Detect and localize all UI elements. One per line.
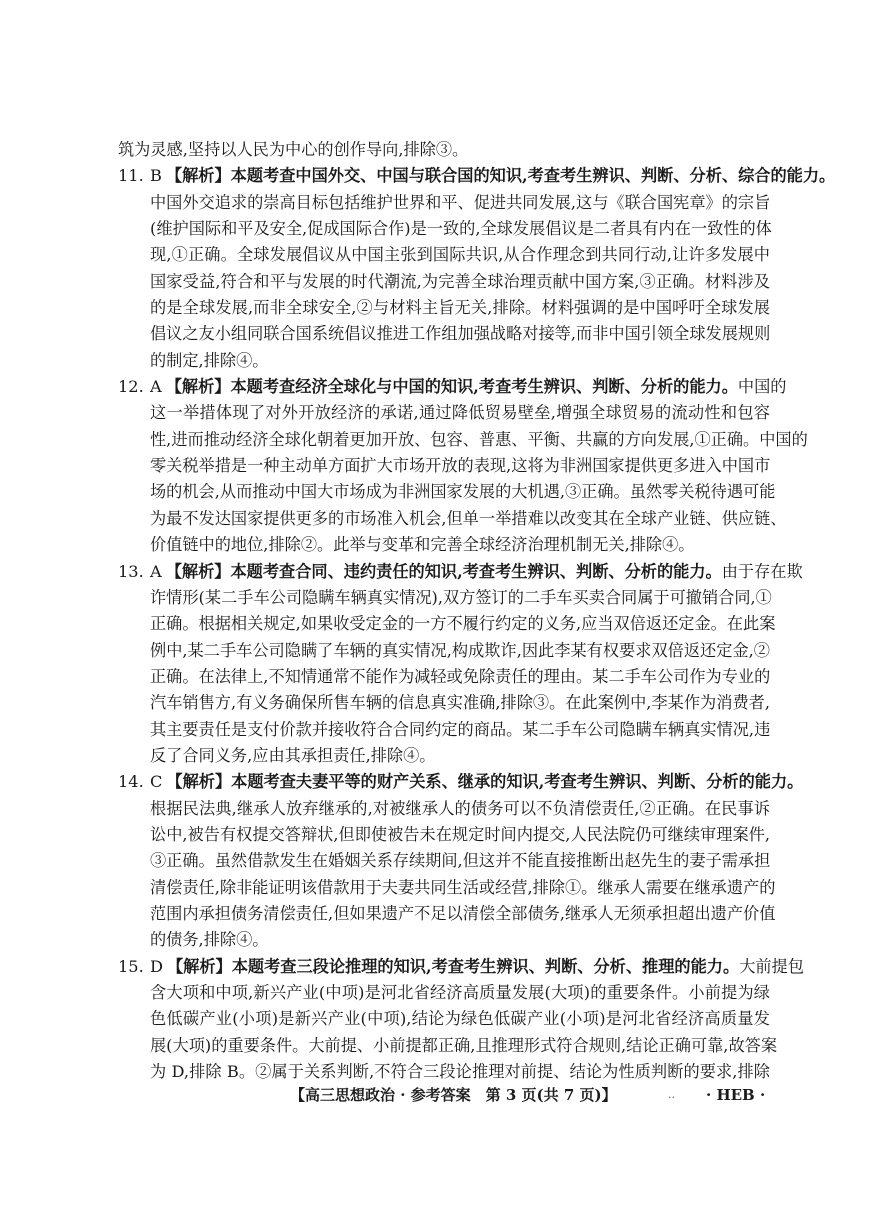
footer-page-info: 【高三思想政治 · 参考答案 第 3 页(共 7 页)】 xyxy=(290,1086,617,1104)
question-15-line: 为 D,排除 B。②属于关系判断,不符合三段论推理对前提、结论为性质判断的要求,排除 xyxy=(150,1062,770,1082)
question-13-header xyxy=(118,559,803,585)
question-15-header xyxy=(118,954,804,980)
question-11-line: (维护国际和平及安全,促成国际合作)是一致的,全球发展倡议是二者具有内在一致性的体 xyxy=(150,219,772,239)
question-15-line: 含大项和中项,新兴产业(中项)是河北省经济高质量发展(大项)的重要条件。小前提为绿 xyxy=(150,983,770,1002)
question-number: 13. xyxy=(118,561,144,581)
question-11-line: 中国外交追求的崇高目标包括维护世界和平、促进共同发展,这与《联合国宪章》的宗旨 xyxy=(150,192,771,212)
page-footer xyxy=(0,1083,870,1107)
question-intro-tail: 大前提包 xyxy=(739,956,804,976)
question-13-line: 例中,某二手车公司隐瞒了车辆的真实情况,构成欺诈,因此李某有权要求双倍返还定金,② xyxy=(150,640,770,660)
question-12-header xyxy=(118,374,787,400)
question-11-header xyxy=(118,163,836,189)
question-14-line: 根据民法典,继承人放弃继承的,对被继承人的债务可以不负清偿责任,②正确。在民事诉 xyxy=(150,798,770,818)
question-12-line: 这一举措体现了对外开放经济的承诺,通过降低贸易壁垒,增强全球贸易的流动性和包容 xyxy=(150,403,770,423)
answer-content xyxy=(118,137,836,1085)
question-13-line: 汽车销售方,有义务确保所售车辆的信息真实准确,排除③。在此案例中,李某作为消费者, xyxy=(150,693,770,713)
question-14-header xyxy=(118,769,804,795)
question-13-line: 反了合同义务,应由其承担责任,排除④。 xyxy=(150,745,436,765)
answer-letter: A xyxy=(150,561,162,581)
question-14-line: 的债务,排除④。 xyxy=(150,930,269,950)
question-intro: 本题考查经济全球化与中国的知识,考查考生辨识、判断、分析的能力。 xyxy=(230,377,738,397)
question-15-line: 色低碳产业(小项)是新兴产业(中项),结论为绿色低碳产业(小项)是河北省经济高质量发 xyxy=(150,1009,770,1029)
question-14-line: 清偿责任,除非能证明该借款用于夫妻共同生活或经营,排除①。继承人需要在继承遗产的 xyxy=(150,877,776,897)
question-14-line: 范围内承担债务清偿责任,但如果遗产不足以清偿全部债务,继承人无须承担超出遗产价值 xyxy=(150,903,776,923)
footer-code: · HEB · xyxy=(706,1086,766,1104)
analysis-tag: 【解析】 xyxy=(166,956,232,976)
question-11-line: 的制定,排除④。 xyxy=(150,350,269,370)
answer-letter: B xyxy=(150,166,162,186)
question-11-line: 现,①正确。全球发展倡议从中国主张到国际共识,从合作理念到共同行动,让许多发展中 xyxy=(150,245,770,265)
question-13-line: 正确。根据相关规定,如果收受定金的一方不履行约定的义务,应当双倍返还定金。在此案 xyxy=(150,614,776,634)
analysis-tag: 【解析】 xyxy=(166,772,232,792)
question-intro-tail: 由于存在欺 xyxy=(721,561,803,581)
question-13-line: 其主要责任是支付价款并接收符合合同约定的商品。某二手车公司隐瞒车辆真实情况,违 xyxy=(150,719,771,739)
question-13-line: 正确。在法律上,不知情通常不能作为减轻或免除责任的理由。某二手车公司作为专业的 xyxy=(150,666,771,686)
question-number: 11. xyxy=(118,166,144,186)
answer-letter: C xyxy=(150,772,163,792)
question-11-line: 国家受益,符合和平与发展的时代潮流,为完善全球治理贡献中国方案,③正确。材料涉及 xyxy=(150,271,770,291)
question-12-line: 性,进而推动经济全球化朝着更加开放、包容、普惠、平衡、共赢的方向发展,①正确。中国的 xyxy=(150,429,808,449)
analysis-tag: 【解析】 xyxy=(165,166,231,186)
question-number: 15. xyxy=(118,956,144,976)
question-11-line: 的是全球发展,而非全球安全,②与材料主旨无关,排除。材料强调的是中国呼吁全球发展 xyxy=(150,298,770,318)
footer-dots: .. xyxy=(668,1088,675,1101)
analysis-tag: 【解析】 xyxy=(165,561,231,581)
question-11-line: 倡议之友小组同联合国系统倡议推进工作组加强战略对接等,而非中国引领全球发展规则 xyxy=(150,324,771,344)
question-intro: 本题考查合同、违约责任的知识,考查考生辨识、判断、分析的能力。 xyxy=(230,561,722,581)
question-15-line: 展(大项)的重要条件。大前提、小前提都正确,且推理形式符合规则,结论正确可靠,故答案 xyxy=(150,1035,778,1055)
question-number: 12. xyxy=(118,377,144,397)
question-intro-tail: 中国的 xyxy=(737,377,787,397)
question-intro: 本题考查中国外交、中国与联合国的知识,考查考生辨识、判断、分析、综合的能力。 xyxy=(230,166,836,186)
question-12-line: 价值链中的地位,排除②。此举与变革和完善全球经济治理机制无关,排除④。 xyxy=(150,535,695,555)
question-intro: 本题考查夫妻平等的财产关系、继承的知识,考查考生辨识、判断、分析的能力。 xyxy=(231,772,804,792)
question-intro: 本题考查三段论推理的知识,考查考生辨识、判断、分析、推理的能力。 xyxy=(231,956,740,976)
question-14-line: ③正确。虽然借款发生在婚姻关系存续期间,但这并不能直接推断出赵先生的妻子需承担 xyxy=(150,851,771,871)
question-12-line: 零关税举措是一种主动单方面扩大市场开放的表现,这将为非洲国家提供更多进入中国市 xyxy=(150,456,771,476)
question-14-line: 讼中,被告有权提交答辩状,但即使被告未在规定时间内提交,人民法院仍可继续审理案件, xyxy=(150,824,770,844)
answer-letter: A xyxy=(150,377,162,397)
question-number: 14. xyxy=(118,772,144,792)
analysis-tag: 【解析】 xyxy=(165,377,231,397)
question-13-line: 诈情形(某二手车公司隐瞒车辆真实情况),双方签订的二手车买卖合同属于可撤销合同,① xyxy=(150,587,772,607)
question-12-line: 为最不发达国家提供更多的市场准入机会,但单一举措难以改变其在全球产业链、供应链、 xyxy=(150,508,787,528)
answer-letter: D xyxy=(150,956,163,976)
continuation-line: 筑为灵感,坚持以人民为中心的创作导向,排除③。 xyxy=(118,140,469,159)
question-12-line: 场的机会,从而推动中国大市场成为非洲国家发展的大机遇,③正确。虽然零关税待遇可能 xyxy=(150,482,776,502)
